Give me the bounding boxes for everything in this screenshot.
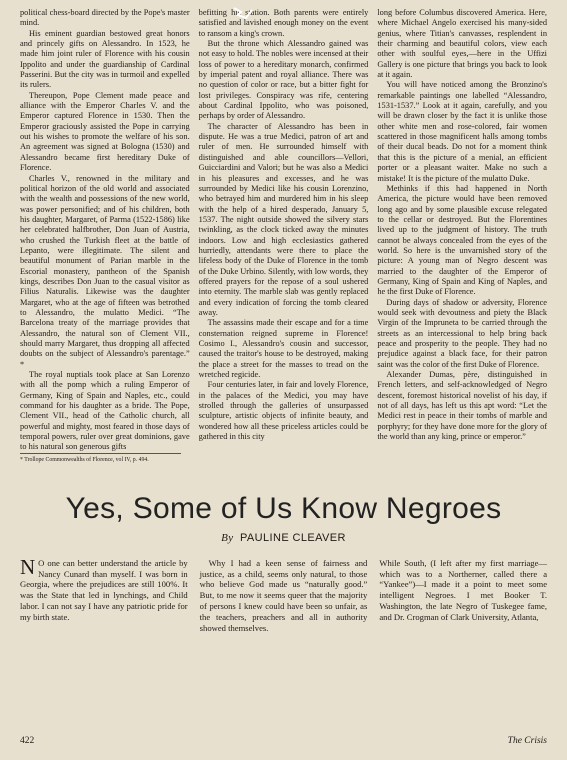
page-number: 422 bbox=[20, 736, 35, 746]
bottom-column-2 bbox=[200, 558, 368, 634]
paragraph: Alexander Dumas, père, distinguished in French letters, and self-acknowledged of Negro descent, foremost historical novelist of his day, if not of all days, has left us this apt word: “Let the Medici rest in peace in their tombs of marble and porphyry; for they have done more for the glory of the world than any king, prince or emperor.” bbox=[377, 370, 548, 442]
page-footer bbox=[20, 736, 547, 746]
paragraph: You will have noticed among the Bronzino's remarkable paintings one labelled “Alessandro, 1531-1537.” Look at it again, carefully, and you will be drawn closer by the fact it is unlike those other white men and rose-colored, fair women scattered in those magnificent halls among tombs of their ducal beads. Do not for a moment think that this is the picture of a menial, an efficient porter or a pleasant waiter. Make no such a mistake! It is the picture of the mulatto Duke. bbox=[377, 80, 548, 183]
bottom-column-1 bbox=[20, 554, 188, 634]
footnote: * Trollope Commonwealths of Florence, vol IV, p. 494. bbox=[20, 453, 181, 464]
paragraph: befitting his station. Both parents were entirely satisfied and lavished enough money on the event to ransom a king's crown. bbox=[198, 8, 369, 38]
magazine-name: The Crisis bbox=[507, 736, 547, 746]
paragraph: long before Columbus discovered America. Here, where Michael Angelo exercised his many-sided genius, where Titian's canvasses, resplendent in their charming and beautiful colors, view each other with soulful eyes,—here in the Uffizi Gallery is one picture that brings you back to look at it again. bbox=[377, 8, 548, 80]
column-2 bbox=[199, 8, 369, 464]
article-title: Yes, Some of Us Know Negroes bbox=[65, 491, 502, 525]
paragraph: His eminent guardian bestowed great honors and princely gifts on Alessandro. In 1523, he made him joint ruler of Florence with his cousin Ippolito and under the guardianship of Cardinal Passerini. But the city was in turmoil and expelled its rulers. bbox=[20, 28, 190, 90]
paragraph: But the throne which Alessandro gained was not easy to hold. The nobles were incensed at their loss of power to a hereditary monarch, confirmed by imperial patent and royal alliance. There was no question of color or race, but a bitter fight for lost privileges. Conspiracy was rife, centering about Cardinal Ippolito, who was poisoned, perhaps by order of Alessandro. bbox=[198, 39, 369, 121]
byline-prefix: By bbox=[221, 531, 234, 544]
paragraph: Charles V., renowned in the military and political horizon of the old world and associated with the wealth and possessions of the new world, was power personified; and of his children, both his daughter, Margaret, of Parma (1522-1586) like her celebrated halfbrother, Don Juan of Austria, who crushed the Turkish fleet at the battle of Lepanto, were illegitimate. The silent and beautiful monument of Parian marble in the Escorial monastery, pantheon of the Spanish kings, describes Don Juan to the casual visitor as Filius Naturalis. Likewise was the daughter Margaret, who at the age of fifteen was betrothed to Alessandro, the mulatto Medici. “The Barcelona treaty of the marriage provides that Alessandro, the natural son of Clement VII., should marry Margaret, thus dropping all affected doubts on the subject of Alessandro's parentage.” * bbox=[20, 173, 190, 369]
paragraph: Why I had a keen sense of fairness and justice, as a child, seems only natural, to those who believe God made us “naturally good.” But, to me now it seems queer that the majority of persons I knew could have been so unfair, as the teachers, preachers and all in authority showed themselves. bbox=[199, 557, 368, 633]
paragraph: The character of Alessandro has been in dispute. He was a true Medici, patron of art and ruler of men. He surrounded himself with distinguished and able councillors—Vellori, Guicciardini and Valori; but he was also a Medici in his pleasures and excesses, and he was surrounded by Medici like his cousin Lorenzino, who betrayed him and murdered him in his sleep with the help of a hired desperado, January 5, 1537. The night outside showed the silvery stars twinkling, as the clock ticked away the minutes indoors. Low and high ecclesiastics gathered hurriedly, attendants were there to place the lifeless body of the Duke of Florence in the tomb of the Duke Urbino. Silently, with low words, they offered prayers for the repose of a soul ushered into eternity. The marble slab was gently replaced and every indication of forcing the tomb cleared away. bbox=[198, 121, 369, 317]
byline bbox=[20, 532, 547, 544]
paragraph: Methinks if this had happened in North America, the picture would have been removed long ago and by some plausible excuse relegated to the cellar or destroyed. But the Florentines lived up to the judgment of history. The truth cannot be always concealed from the eyes of the world. So here is the unvarnished story of the picture: A young man of Negro descent was married to the daughter of the Emperor of Germany, King of Spain and King of Naples, and he the first Duke of Florence. bbox=[377, 183, 548, 297]
paragraph: political chess-board directed by the Pope's master mind. bbox=[20, 8, 190, 28]
paragraph: The royal nuptials took place at San Lorenzo with all the pomp which a ruling Emperor of Germany, King of Spain and Naples, etc., could command for his daughter as a bride. The Pope, Clement VII., head of the Catholic church, all powerful and mighty, most feared in those days of temporal powers, ruler over great dominions, gave to his natural son generous gifts bbox=[20, 370, 190, 452]
author-name: PAULINE CLEAVER bbox=[240, 531, 346, 544]
bottom-column-3 bbox=[379, 558, 547, 634]
column-3 bbox=[377, 8, 547, 464]
paragraph: During days of shadow or adversity, Florence would seek with devoutness and piety the Black Virgin of the Impruneta to be carried through the streets as an intercessional to help bring back peace and prosperity to the people. They had no prejudice against a black face, for their patron saint was the color of the first Duke of Florence. bbox=[377, 297, 548, 369]
first-paragraph-text: O one can better understand the article by Nancy Cunard than myself. I was born in Georgia, where the prejudices are still 100%. It was the State that led in lynchings, and Child labor. I can not say I have any patriotic pride for my birth state. bbox=[20, 557, 188, 622]
drop-cap: N bbox=[20, 554, 36, 579]
first-paragraph bbox=[20, 554, 188, 623]
new-article-body bbox=[20, 554, 548, 634]
torn-paper-mark bbox=[232, 6, 254, 20]
paragraph: Four centuries later, in fair and lovely Florence, in the palaces of the Medici, you may have strolled through the galleries of unsurpassed sculpture, artistic objects of infinite beauty, and wondered how all these priceless articles could be gathered in this city bbox=[198, 380, 369, 442]
article-continued bbox=[20, 8, 547, 464]
paragraph: Thereupon, Pope Clement made peace and alliance with the Emperor Charles V. and the Emperor captured Florence in 1530. Then the Emperor graciously assisted the Pope in carrying out his wishes to promote the welfare of his son. An agreement was signed at Bologna (1530) and Alessandro became first hereditary Duke of Florence. bbox=[20, 90, 190, 173]
paragraph: While South, (I left after my first marriage—which was to a Northerner, called there a “Yankee”)—I made it a point to meet some intelligent Negroes. I met Booker T. Washington, the late Negro of Tuskegee fame, and Dr. Crogman of Clark University, Atlanta, bbox=[379, 557, 548, 622]
column-1 bbox=[20, 8, 190, 464]
paragraph: The assassins made their escape and for a time consternation reigned supreme in Florence! Cosimo I., Alessandro's cousin and successor, caused the traitor's house to be destroyed, making the place a street for the masses to tread on the wretched regicide. bbox=[198, 318, 369, 380]
